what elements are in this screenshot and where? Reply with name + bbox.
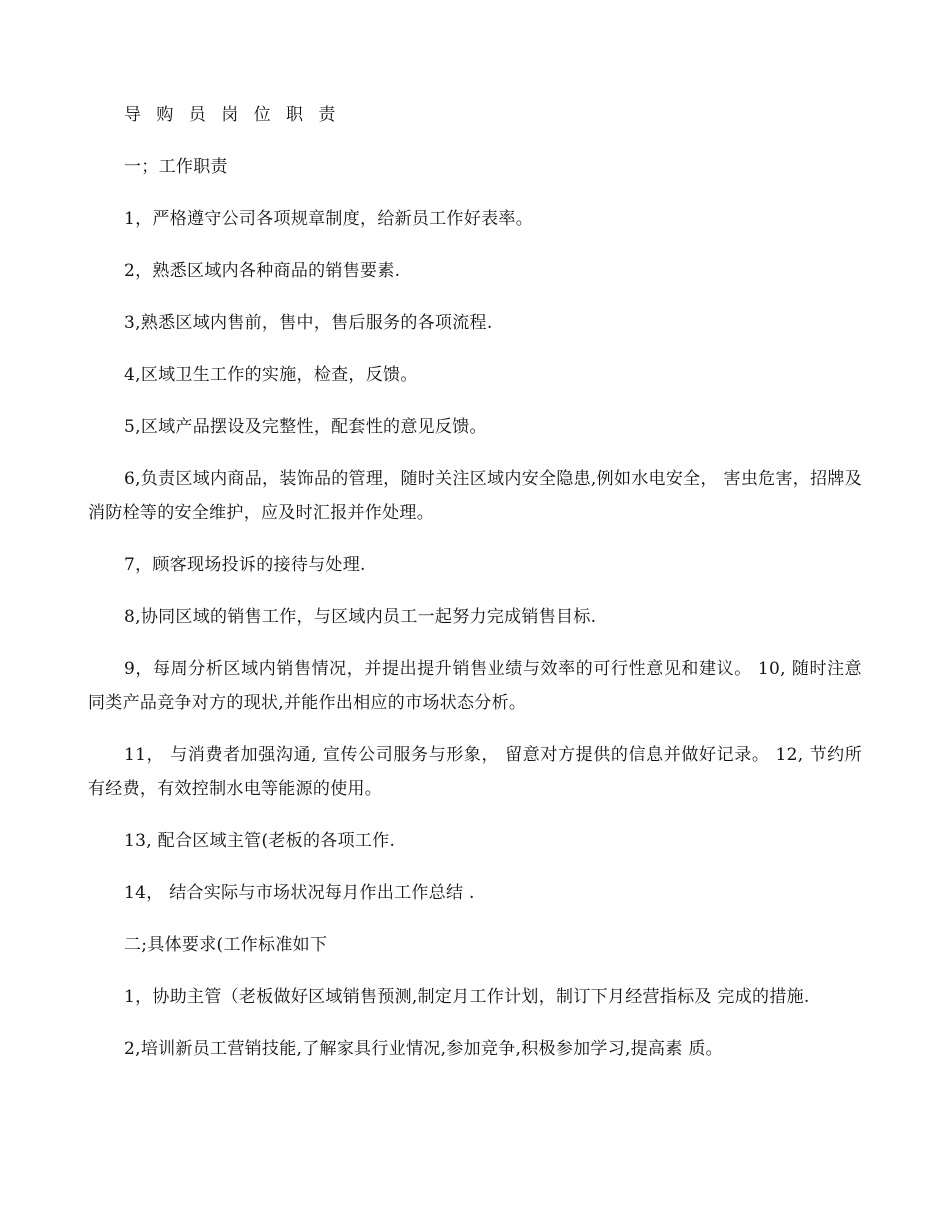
section-heading-requirements: 二;具体要求(工作标准如下 bbox=[124, 935, 328, 955]
duty-item-9-10: 9，每周分析区域内销售情况，并提出提升销售业绩与效率的可行性意见和建议。 10, 随时注意同类产品竞争对方的现状,并能作出相应的市场状态分析。 bbox=[88, 659, 862, 713]
requirement-item-2: 2,培训新员工营销技能,了解家具行业情况,参加竞争,积极参加学习,提高素 质。 bbox=[124, 1039, 723, 1059]
duty-item-4: 4,区域卫生工作的实施，检查，反馈。 bbox=[124, 365, 418, 385]
document-title: 导 购 员 岗 位 职 责 bbox=[124, 105, 341, 125]
duty-item-3: 3,熟悉区域内售前，售中，售后服务的各项流程. bbox=[124, 313, 493, 333]
requirement-item-1: 1，协助主管（老板做好区域销售预测,制定月工作计划，制订下月经营指标及 完成的措施. bbox=[124, 987, 810, 1007]
duty-item-11-12: 11， 与消费者加强沟通, 宣传公司服务与形象， 留意对方提供的信息并做好记录。 12, 节约所有经费，有效控制水电等能源的使用。 bbox=[88, 745, 862, 799]
duty-item-1: 1，严格遵守公司各项规章制度，给新员工作好表率。 bbox=[124, 209, 534, 229]
duty-item-13: 13, 配合区域主管(老板的各项工作. bbox=[124, 831, 396, 851]
document-body bbox=[88, 98, 862, 1084]
duty-item-5: 5,区域产品摆设及完整性，配套性的意见反馈。 bbox=[124, 417, 487, 437]
duty-item-7: 7，顾客现场投诉的接待与处理. bbox=[124, 555, 366, 575]
section-heading-duties: 一；工作职责 bbox=[124, 157, 228, 177]
duty-item-6: 6,负责区域内商品，装饰品的管理，随时关注区域内安全隐患,例如水电安全， 害虫危害，招牌及消防栓等的安全维护，应及时汇报并作处理。 bbox=[88, 469, 862, 523]
duty-item-14: 14， 结合实际与市场状况每月作出工作总结 . bbox=[124, 883, 475, 903]
duty-item-8: 8,协同区域的销售工作，与区域内员工一起努力完成销售目标. bbox=[124, 607, 597, 627]
duty-item-2: 2，熟悉区域内各种商品的销售要素. bbox=[124, 261, 401, 281]
